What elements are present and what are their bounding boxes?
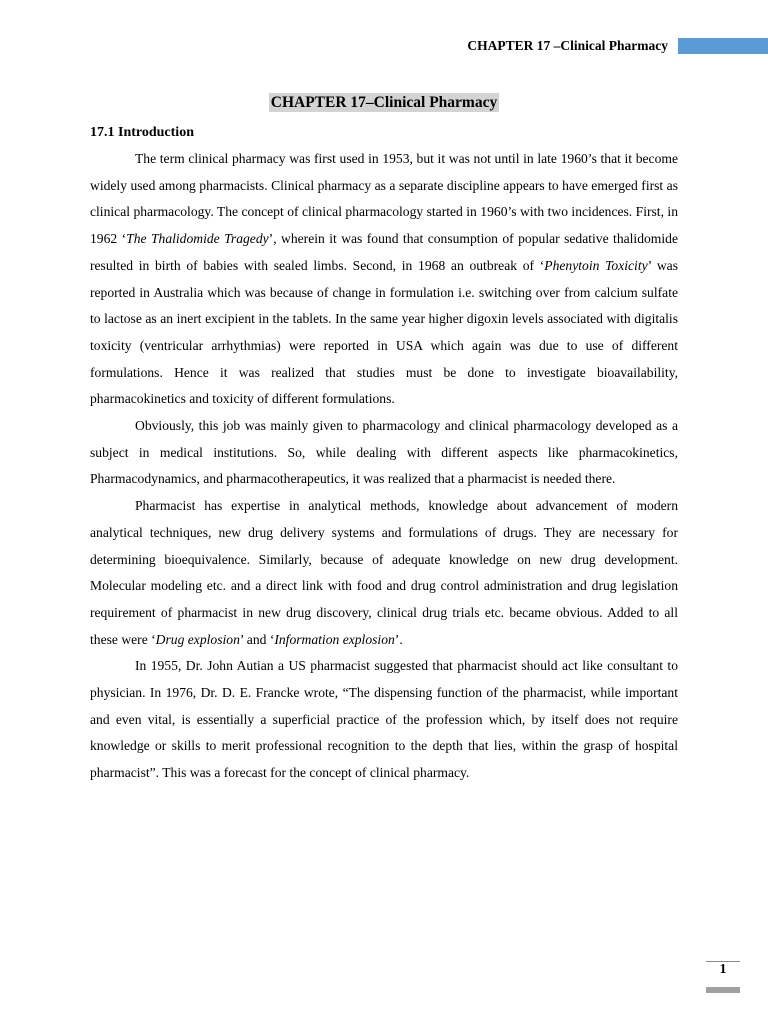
italic-term: The Thalidomide Tragedy [126,231,269,247]
text-span: ’ was reported in Australia which was because of change in formulation i.e. switching over from calcium sulfate to lactose as an inert excipient in the tablets. In the same year higher digoxin levels associated with digitalis toxicity (ventricular arrhythmias) were reported in USA which again was due to use of different formulations. Hence it was realized that studies must be done to investigate bioavailability, pharmacokinetics and toxicity of different formulations. [90,257,678,407]
text-span: ’, wherein it was found that consumption of popular sedative thalidomide resulted in birth of babies with sealed limbs. Second, in 1968 an outbreak of ‘ [90,231,678,273]
text-span: The term clinical pharmacy was first used in 1953, but it was not until in late 1960’s that it become widely used among pharmacists. Clinical pharmacy as a separate discipline appears to have emerged first as clinical pharmacology. The concept of clinical pharmacology started in 1960’s with two incidences. First, in 1962 ‘ [90,151,678,247]
paragraph [90,146,678,413]
text-span: ’ and ‘ [239,631,275,647]
chapter-title [0,94,768,112]
chapter-title-text: CHAPTER 17–Clinical Pharmacy [270,94,498,111]
paragraph [90,653,678,787]
italic-term: Information explosion [274,631,395,647]
italic-term: Drug explosion [155,631,240,647]
page-number: 1 [719,962,727,977]
body-text [90,146,678,787]
text-span: Obviously, this job was mainly given to pharmacology and clinical pharmacology developed as a subject in medical institutions. So, while dealing with different aspects like pharmacokinetics, Pharmacodynamics, and pharmacotherapeutics, it was realized that a pharmacist is needed there. [90,418,678,487]
section-heading: 17.1 Introduction [90,125,194,140]
paragraph [90,413,678,493]
text-span: Pharmacist has expertise in analytical methods, knowledge about advancement of modern analytical techniques, new drug delivery systems and formulations of drugs. They are necessary for determining bioequivalence. Similarly, because of adequate knowledge on new drug development. Molecular modeling etc. and a direct link with food and drug control administration and drug legislation requirement of pharmacist in new drug discovery, clinical drug trials etc. became obvious. Added to all these were ‘ [90,498,678,647]
text-span: In 1955, Dr. John Autian a US pharmacist suggested that pharmacist should act like consultant to physician. In 1976, Dr. D. E. Francke wrote, “The dispensing function of the pharmacist, while important and even vital, is essentially a superficial practice of the profession which, by itself does not require knowledge or skills to merit professional recognition to the depth that lies, within the grasp of hospital pharmacist”. This was a forecast for the concept of clinical pharmacy. [90,658,678,781]
italic-term: Phenytoin Toxicity [544,257,648,273]
text-span: ’. [394,631,403,647]
header-accent-bar [678,38,768,54]
paragraph [90,493,678,653]
page-number-bar [706,987,740,993]
running-header: CHAPTER 17 –Clinical Pharmacy [467,38,668,53]
